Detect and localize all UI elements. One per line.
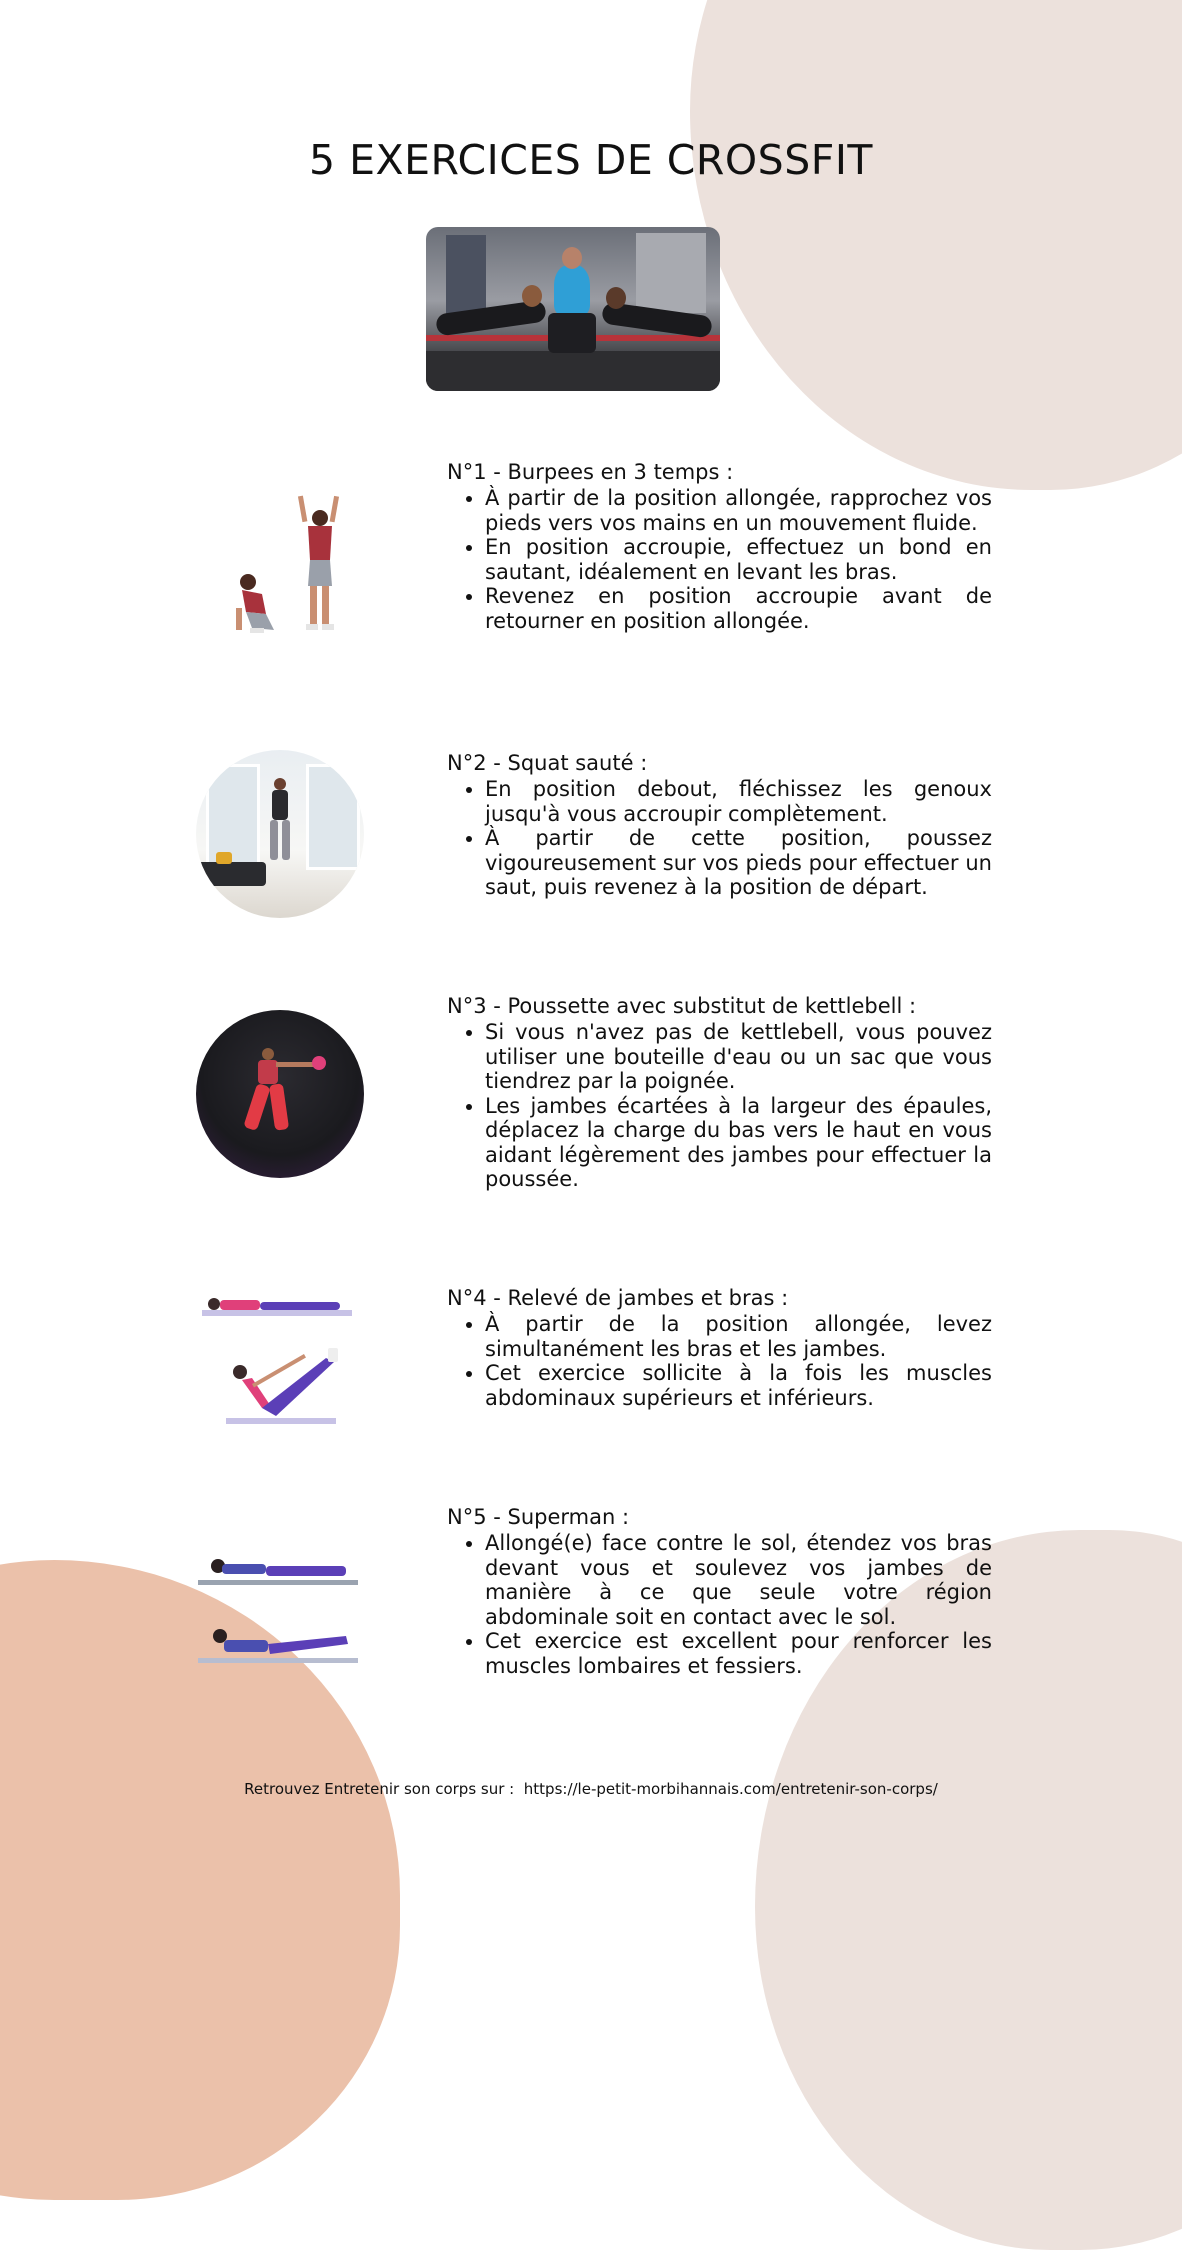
superman-illustration (196, 1540, 364, 1708)
exercise-title: N°1 - Burpees en 3 temps : (447, 460, 734, 484)
window-right (306, 764, 360, 870)
exercise-2 (447, 751, 992, 900)
bullet-item: • À partir de la position allongée, levez simultanément les bras et les jambes. (485, 1312, 992, 1361)
burpee-illustration (196, 490, 364, 658)
jump-squat-photo (196, 750, 364, 918)
exercise-title: N°2 - Squat sauté : (447, 751, 648, 775)
bullet-item: • À partir de cette position, poussez vigoureusement sur vos pieds pour effectuer un saut, puis revenez à la position de départ. (485, 826, 992, 900)
exercise-bullets (447, 1531, 992, 1678)
v-up-illustration (196, 1280, 364, 1448)
bullet-item: • En position accroupie, effectuez un bond en sautant, idéalement en levant les bras. (485, 535, 992, 584)
exercise-bullets (447, 486, 992, 633)
exercise-3 (447, 994, 992, 1192)
coach-head (562, 247, 582, 269)
jumper-head (274, 778, 286, 790)
bullet-item: • Revenez en position accroupie avant de retourner en position allongée. (485, 584, 992, 633)
exercise-title: N°5 - Superman : (447, 1505, 630, 1529)
bullet-item: • Cet exercice est excellent pour renforcer les muscles lombaires et fessiers. (485, 1629, 992, 1678)
page-title: 5 EXERCICES DE CROSSFIT (309, 136, 873, 184)
jumper-torso (272, 790, 288, 820)
gym-window (636, 233, 706, 313)
kettlebell-swing-photo (196, 1010, 364, 1178)
gym-floor (426, 351, 720, 391)
exercise-bullets (447, 1312, 992, 1410)
athlete-right-head (606, 287, 626, 309)
footer-label: Retrouvez Entretenir son corps sur : (244, 1780, 515, 1798)
exercise-title: N°4 - Relevé de jambes et bras : (447, 1286, 789, 1310)
swinger-leg-right (269, 1083, 289, 1131)
window-left (206, 764, 260, 870)
coach-legs (548, 313, 596, 353)
exercise-title: N°3 - Poussette avec substitut de kettlebell : (447, 994, 917, 1018)
exercise-5 (447, 1505, 992, 1678)
footer (0, 1780, 1182, 1798)
bullet-item: • En position debout, fléchissez les genoux jusqu'à vous accroupir complètement. (485, 777, 992, 826)
jumper-leg-right (282, 820, 290, 860)
sofa (196, 862, 266, 886)
bullet-item: • Cet exercice sollicite à la fois les muscles abdominaux supérieurs et inférieurs. (485, 1361, 992, 1410)
swinger-leg-left (243, 1083, 271, 1131)
footer-link[interactable]: https://le-petit-morbihannais.com/entretenir-son-corps/ (523, 1780, 938, 1798)
kettlebell (312, 1056, 326, 1070)
hero-photo (426, 227, 720, 391)
swinger-head (262, 1048, 274, 1060)
athlete-left-head (522, 285, 542, 307)
bullet-item: • Allongé(e) face contre le sol, étendez vos bras devant vous et soulevez vos jambes de manière à ce que seule votre région abdominale soit en contact avec le sol. (485, 1531, 992, 1629)
swinger-arms (276, 1062, 316, 1067)
jumper-leg-left (270, 820, 278, 860)
exercise-bullets (447, 777, 992, 900)
bullet-item: • Si vous n'avez pas de kettlebell, vous pouvez utiliser une bouteille d'eau ou un sac que vous tiendrez par la poignée. (485, 1020, 992, 1094)
bullet-item: • Les jambes écartées à la largeur des épaules, déplacez la charge du bas vers le haut en vous aidant légèrement des jambes pour effectuer la poussée. (485, 1094, 992, 1192)
cushion (216, 852, 232, 864)
swinger-top (258, 1060, 278, 1084)
exercise-bullets (447, 1020, 992, 1192)
bullet-item: • À partir de la position allongée, rapprochez vos pieds vers vos mains en un mouvement fluide. (485, 486, 992, 535)
coach-figure (554, 265, 590, 315)
exercise-4 (447, 1286, 992, 1410)
exercise-1 (447, 460, 992, 633)
